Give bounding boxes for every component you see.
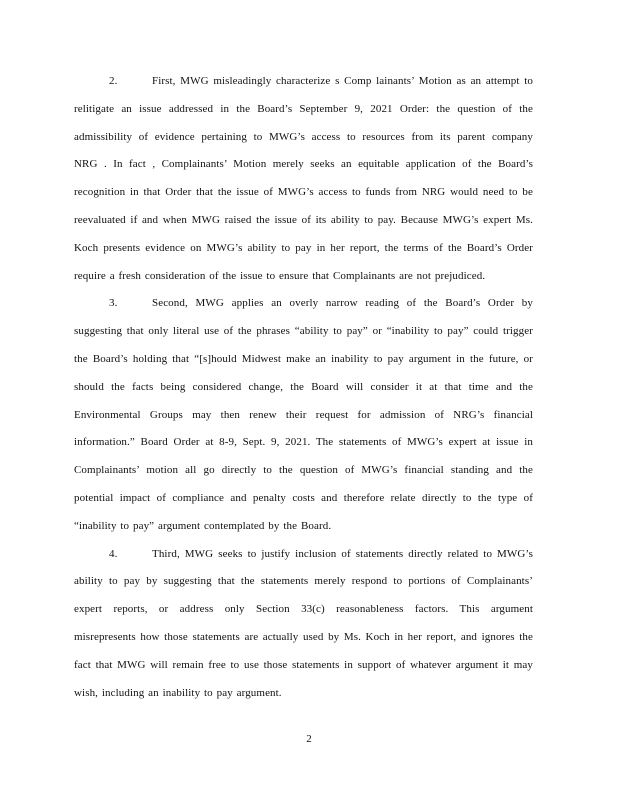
paragraph-3-line-1: 3. Second, MWG applies an overly narrow reading of the Board’s Order by xyxy=(74,290,533,318)
paragraph-3-line-3: the Board’s holding that “[s]hould Midwest make an inability to pay argument in the future, or xyxy=(74,352,533,365)
paragraph-4-line-6: wish, including an inability to pay argument. xyxy=(74,686,282,699)
paragraph-2-line-2: relitigate an issue addressed in the Board’s September 9, 2021 Order: the question of the xyxy=(74,102,533,115)
paragraph-4-number: 4. xyxy=(109,547,118,560)
paragraph-2-line-4: NRG . In fact , Complainants’ Motion merely seeks an equitable application of the Board’s xyxy=(74,158,533,171)
paragraph-2-line-6: reevaluated if and when MWG raised the issue of its ability to pay. Because MWG’s expert Ms. xyxy=(74,213,533,226)
paragraph-2-line-1: 2. First, MWG misleadingly characterize s Comp lainants’ Motion as an attempt to xyxy=(74,68,533,96)
paragraph-3-line-9: “inability to pay” argument contemplated by the Board. xyxy=(74,519,332,532)
paragraph-3-line-7: Complainants’ motion all go directly to the question of MWG’s financial standing and the xyxy=(74,464,533,477)
paragraph-2-line-7: Koch presents evidence on MWG’s ability to pay in her report, the terms of the Board’s Order xyxy=(74,241,533,254)
paragraph-4-line-1: 4. Third, MWG seeks to justify inclusion of statements directly related to MWG’s xyxy=(74,541,533,569)
paragraph-3-line-8: potential impact of compliance and penalty costs and therefore relate directly to the type of xyxy=(74,491,533,504)
document-body xyxy=(74,68,533,707)
paragraph-4-line-5: fact that MWG will remain free to use those statements in support of whatever argument it may xyxy=(74,658,533,671)
paragraph-3-line-2: suggesting that only literal use of the phrases “ability to pay” or “inability to pay” could trigger xyxy=(74,325,533,338)
paragraph-2-line-3: admissibility of evidence pertaining to MWG’s access to resources from its parent company xyxy=(74,130,533,143)
page-number: 2 xyxy=(306,733,312,745)
paragraph-2-number: 2. xyxy=(109,75,118,87)
paragraph-2-line-5: recognition in that Order that the issue of MWG’s access to funds from NRG would need to be xyxy=(74,186,533,199)
paragraph-4-line-4: misrepresents how those statements are actually used by Ms. Koch in her report, and ignores the xyxy=(74,630,533,643)
paragraph-3-line-5: Environmental Groups may then renew their request for admission of NRG’s financial xyxy=(74,408,533,421)
paragraph-3-number: 3. xyxy=(109,297,118,310)
paragraph-3-line-4: should the facts being considered change, the Board will consider it at that time and the xyxy=(74,380,533,393)
paragraph-4-line-2: ability to pay by suggesting that the statements merely respond to portions of Complainants’ xyxy=(74,575,533,588)
paragraph-3-line-6: information.” Board Order at 8-9, Sept. 9, 2021. The statements of MWG’s expert at issue in xyxy=(74,436,533,449)
paragraph-2-line-8: require a fresh consideration of the issue to ensure that Complainants are not prejudiced. xyxy=(74,269,486,282)
paragraph-4-line-3: expert reports, or address only Section 33(c) reasonableness factors. This argument xyxy=(74,603,533,616)
